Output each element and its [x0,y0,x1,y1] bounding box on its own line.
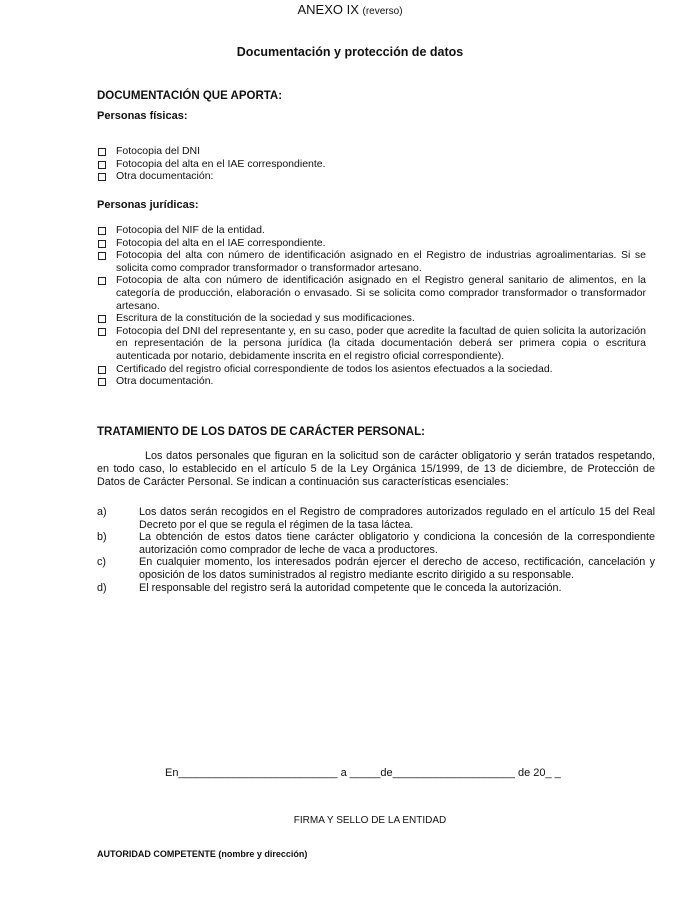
checklist-item [96,145,656,158]
checkbox[interactable] [98,240,106,248]
checklist-item [96,237,646,250]
list-item-letter: b) [97,531,107,544]
checkbox[interactable] [98,173,106,181]
list-item-letter: a) [97,506,107,518]
checklist-item [96,224,646,237]
list-item-letter: d) [97,581,107,594]
checklist-item [96,249,646,274]
list-item-text: La obtención de estos datos tiene carácter obligatorio y condiciona la concesión de la correspondiente autorización como comprador de leche de vaca a productores. [139,531,655,556]
checklist-item-label: Fotocopia del alta en el IAE correspondiente. [116,157,326,170]
annex-label: ANEXO IX [297,2,359,17]
page-title: Documentación y protección de datos [236,45,464,59]
checklist-item-label: Fotocopia del alta con número de identificación asignado en el Registro de industrias agroalimentarias. Si se solicita como comprador transformador o transformador artesano. [116,249,646,274]
checkbox[interactable] [98,148,106,156]
checklist-item [96,274,646,312]
list-item [97,531,655,556]
checkbox[interactable] [98,277,106,285]
place-date-field[interactable]: En__________________________ a _____de____________________ de 20_ _ [165,767,561,779]
checklist-item [96,312,646,325]
checklist-item-label: Escritura de la constitución de la sociedad y sus modificaciones. [116,312,415,325]
checklist-item [96,158,656,171]
checklist-item-label: Otra documentación. [116,375,214,388]
checklist-item-label: Otra documentación: [116,170,214,183]
list-item-letter: c) [97,556,106,569]
signature-stamp-label: FIRMA Y SELLO DE LA ENTIDAD [293,815,447,826]
annex-note: (reverso) [362,6,403,17]
checklist-item [96,363,646,376]
checkbox[interactable] [98,366,106,374]
checkbox[interactable] [98,315,106,323]
data-protection-heading: TRATAMIENTO DE LOS DATOS DE CARÁCTER PERSONAL: [97,426,425,438]
checklist-item [96,375,646,388]
list-item-text: Los datos serán recogidos en el Registro de compradores autorizados regulado en el artículo 15 del Real Decreto por el que se regula el régimen de la tasa láctea. [139,506,655,531]
checklist-item-label: Fotocopia de alta con número de identificación asignado en el Registro general sanitario de alimentos, en la categoría de producción, elaboración o envasado. Si se solicita como comprador transformador o transformador artesano. [116,274,646,312]
list-item [97,506,655,531]
annex-header [0,2,700,17]
documentation-heading: DOCUMENTACIÓN QUE APORTA: [97,90,283,102]
personas-juridicas-heading: Personas jurídicas: [97,199,199,211]
list-item-text: En cualquier momento, los interesados podrán ejercer el derecho de acceso, rectificación, cancelación y oposición de los datos suministrados al registro mediante escrito dirigido a su responsable. [139,556,655,581]
checkbox[interactable] [98,378,106,386]
checklist-item-label: Fotocopia del DNI [116,145,201,157]
competent-authority-label: AUTORIDAD COMPETENTE (nombre y dirección) [97,849,308,859]
list-item-text: El responsable del registro será la autoridad competente que le conceda la autorización. [139,581,562,594]
personas-juridicas-list [96,224,646,388]
checkbox[interactable] [98,252,106,260]
checklist-item-label: Fotocopia del NIF de la entidad. [116,224,265,236]
list-item [97,582,655,595]
checkbox[interactable] [98,227,106,235]
checklist-item [96,325,646,363]
data-protection-list [97,506,655,594]
checkbox[interactable] [98,161,106,169]
list-item [97,556,655,581]
checklist-item-label: Fotocopia del alta en el IAE correspondiente. [116,236,326,249]
checklist-item-label: Certificado del registro oficial correspondiente de todos los asientos efectuados a la sociedad. [116,362,553,375]
personas-fisicas-heading: Personas físicas: [97,110,188,122]
data-protection-intro: Los datos personales que figuran en la solicitud son de carácter obligatorio y serán tratados respetando, en todo caso, lo establecido en el artículo 5 de la Ley Orgánica 15/1999, de 13 de diciembre, de Protección de Datos de Carácter Personal. Se indican a continuación sus características esenciales: [97,450,655,488]
personas-fisicas-list [96,145,656,183]
checkbox[interactable] [98,328,106,336]
checklist-item [96,170,656,183]
checklist-item-label: Fotocopia del DNI del representante y, en su caso, poder que acredite la facultad de quien solicita la autorización en representación de la persona jurídica (la citada documentación deberá ser primera copia o escritura autenticada por notario, debidamente inscrita en el registro oficial correspondiente). [116,324,646,362]
